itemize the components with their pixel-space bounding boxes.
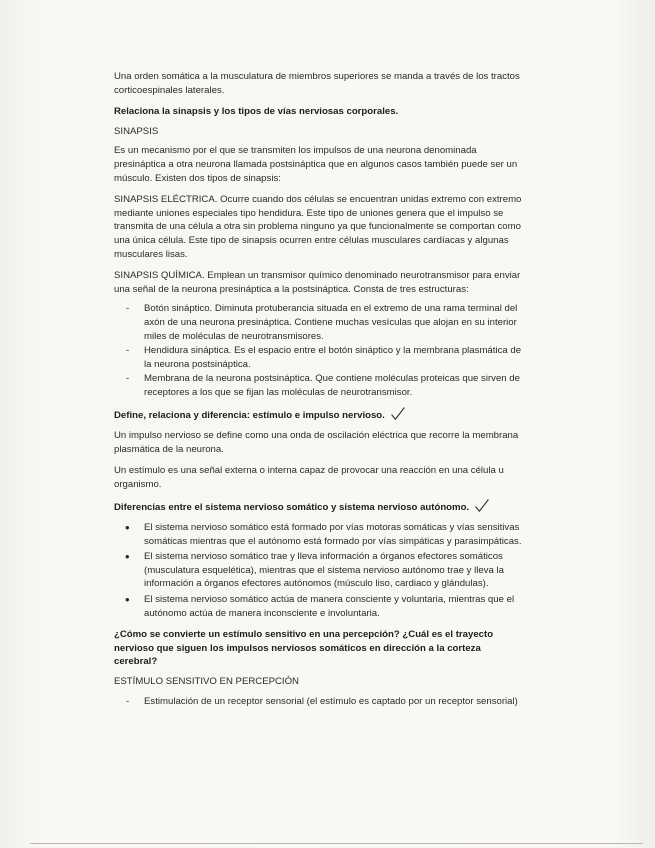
paragraph-nerve-impulse: Un impulso nervioso se define como una onda de oscilación eléctrica que recorre la membrana plasmática de la neurona. xyxy=(114,430,519,455)
structures-list xyxy=(114,302,526,399)
list-item-synaptic-button: - Botón sináptico. Diminuta protuberancia situada en el extremo de una rama terminal del axón de una neurona presináptica. Contiene muchas vesículas que alojan en su interior miles de moléculas de neurotransmisores. xyxy=(114,302,526,343)
checkmark-icon xyxy=(475,499,489,513)
heading-perception-question: ¿Cómo se convierte un estímulo sensitivo en una percepción? ¿Cuál es el trayecto nervioso que siguen los impulsos nerviosos somáticos en dirección a la corteza cerebral? xyxy=(114,629,494,668)
list-item-receptor-stimulation: - Estimulación de un receptor sensorial (el estímulo es captado por un receptor sensorial) xyxy=(114,695,526,709)
heading-stimulus-impulse xyxy=(114,407,526,423)
list-item-postsynaptic-membrane: - Membrana de la neurona postsináptica. Que contiene moléculas proteicas que sirven de receptores a los que se fijan las moléculas de neurotransmisor. xyxy=(114,372,526,399)
perception-steps-list xyxy=(114,695,526,709)
paragraph-electrical-synapse: SINAPSIS ELÉCTRICA. Ocurre cuando dos células se encuentran unidas extremo con extremo mediante uniones especiales tipo hendidura. Este tipo de uniones genera que el impulso se transmita de una célula a otra sin problema ninguno ya que funcionalmente se comportan como una única célula. Este tipo de sinapsis ocurren entre células musculares cardíacas y algunas musculares lisas. xyxy=(114,194,522,260)
differences-list xyxy=(114,521,526,620)
heading-differences xyxy=(114,499,526,515)
heading-differences-text: Diferencias entre el sistema nervioso somático y sistema nervioso autónomo. xyxy=(114,502,470,514)
list-item-difference-control: • El sistema nervioso somático actúa de manera consciente y voluntaria, mientras que el autónomo actúa de manera inconsciente e involuntaria. xyxy=(114,593,526,620)
list-item-synaptic-cleft: - Hendidura sináptica. Es el espacio entre el botón sináptico y la membrana plasmática de la neurona postsináptica. xyxy=(114,344,526,371)
paragraph-chemical-synapse: SINAPSIS QUÍMICA. Emplean un transmisor químico denominado neurotransmisor para enviar una señal de la neurona presináptica a la postsináptica. Consta de tres estructuras: xyxy=(114,270,521,295)
section-title-sinapsis: SINAPSIS xyxy=(114,125,159,137)
paragraph-synapse-definition: Es un mecanismo por el que se transmiten los impulsos de una neurona denominada presináptica a otra neurona llamada postsináptica que en algunos casos también puede ser un músculo. Existen dos tipos de sinapsis: xyxy=(114,145,518,184)
paragraph-intro: Una orden somática a la musculatura de miembros superiores se manda a través de los tractos corticoespinales laterales. xyxy=(114,71,520,96)
heading-synapse-question: Relaciona la sinapsis y los tipos de vías nerviosas corporales. xyxy=(114,106,399,118)
paragraph-stimulus: Un estímulo es una señal externa o interna capaz de provocar una reacción en una célula u organismo. xyxy=(114,465,504,490)
scan-edge-line xyxy=(30,843,643,844)
list-item-difference-pathways: • El sistema nervioso somático está formado por vías motoras somáticas y vías sensitivas somáticas mientras que el autónomo está formado por vías simpáticas y parasimpáticas. xyxy=(114,521,526,548)
checkmark-icon xyxy=(391,407,405,421)
section-title-perception: ESTÍMULO SENSITIVO EN PERCEPCIÓN xyxy=(114,675,299,687)
list-item-difference-effectors: • El sistema nervioso somático trae y lleva información a órganos efectores somáticos (musculatura esquelética), mientras que el sistema nervioso autónomo trae y lleva la información a órganos efectores autónomos (músculo liso, cardiaco y glándulas). xyxy=(114,550,526,591)
heading-stimulus-impulse-text: Define, relaciona y diferencia: estímulo e impulso nervioso. xyxy=(114,410,385,422)
document-body xyxy=(114,70,526,716)
